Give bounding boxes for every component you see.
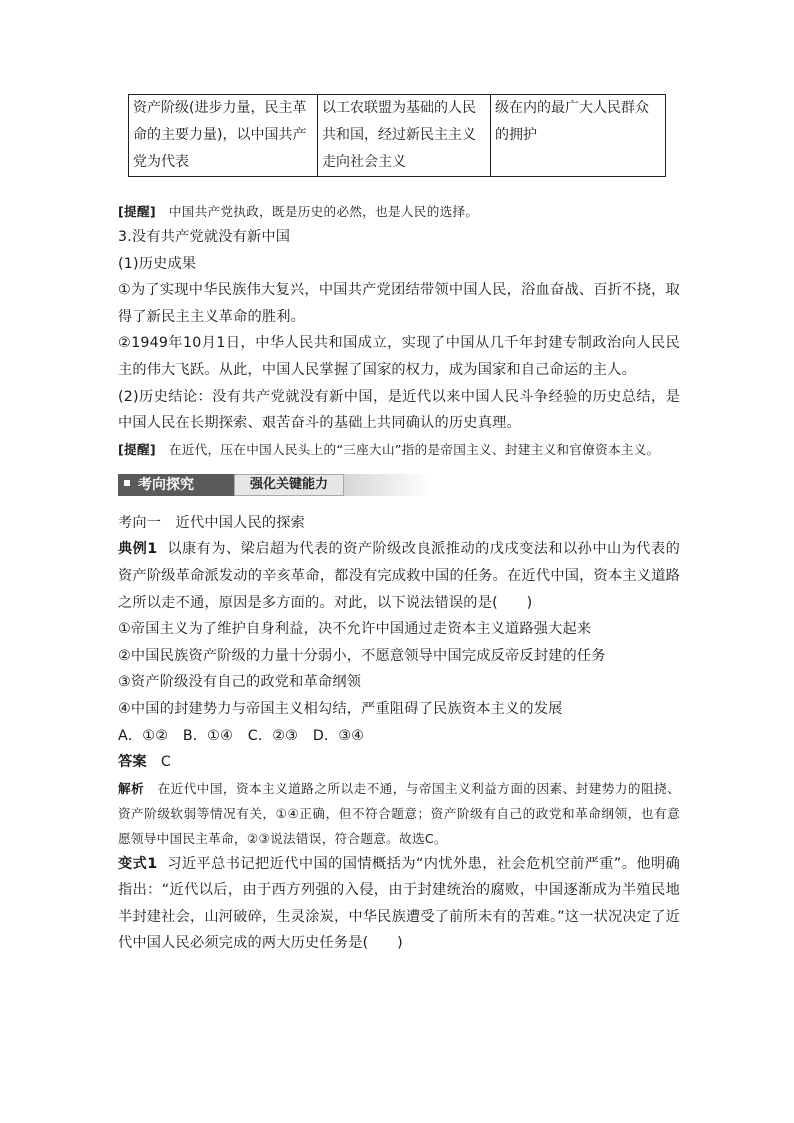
main-content [118,199,680,957]
analysis [118,776,680,851]
table-cell: 级在内的最广大人民群众的拥护 [491,95,666,177]
table-cell: 以工农联盟为基础的人民共和国，经过新民主主义走向社会主义 [318,95,491,177]
example-stem: 以康有为、梁启超为代表的资产阶级改良派推动的戊戌变法和以孙中山为代表的资产阶级革命派发动的辛亥革命，都没有完成救中国的任务。在近代中国，资本主义道路之所以走不通，原因是多方面的。对此，以下说法错误的是( ) [118,541,680,611]
comparison-table-fragment [128,94,666,177]
variant-label: 变式1 [118,855,158,872]
statement: ④中国的封建势力与帝国主义相勾结，严重阻碍了民族资本主义的发展 [118,700,563,717]
tip-text: 在近代，压在中国人民头上的“三座大山”指的是帝国主义、封建主义和官僚资本主义。 [168,441,660,457]
statement: ③资产阶级没有自己的政党和革命纲领 [118,674,362,691]
banner-title: 考向探究 [138,476,194,493]
banner-dark-block [118,474,234,496]
square-bullet-icon [124,480,130,486]
list-item: ①为了实现中华民族伟大复兴，中国共产党团结带领中国人民，浴血奋战、百折不挠，取得了新民主主义革命的胜利。 [118,282,680,325]
statement: ①帝国主义为了维护自身利益，决不允许中国通过走资本主义道路强大起来 [118,621,592,638]
direction-title: 考向一 近代中国人民的探索 [118,514,306,531]
tip-label: [提醒] [118,441,156,457]
table-row [129,95,666,177]
option-a: A．①② [118,727,169,744]
banner-subtitle: 强化关键能力 [234,474,344,496]
answer-options [118,723,680,750]
comparison-table [128,94,666,177]
subheading: (2)历史结论：没有共产党就没有新中国，是近代以来中国人民斗争经验的历史总结，是中国人民在长期探索、艰苦奋斗的基础上共同确认的历史真理。 [118,388,680,432]
list-item: ②1949年10月1日，中华人民共和国成立，实现了中国从几千年封建专制政治向人民民主的伟大飞跃。从此，中国人民掌握了国家的权力，成为国家和自己命运的主人。 [118,335,680,378]
banner-fade-decoration [344,474,432,496]
section-heading: 3.没有共产党就没有新中国 [118,229,291,245]
tip-note [118,437,680,462]
example-label: 典例1 [118,541,158,558]
answer-value: C [160,754,172,771]
variant-question [118,851,680,957]
option-c: C．②③ [247,727,299,744]
analysis-label: 解析 [118,780,145,796]
tip-label: [提醒] [118,204,156,219]
answer-label: 答案 [118,754,147,771]
answer-line [118,749,680,776]
analysis-text: 在近代中国，资本主义道路之所以走不通，与帝国主义利益方面的因素、封建势力的阻挠、资产阶级软弱等情况有关，①④正确，但不符合题意；资产阶级有自己的政党和革命纲领，也有意愿领导中国民主革命，②③说法错误，符合题意。故选C。 [118,780,681,846]
section-banner [118,474,432,496]
option-d: D．③④ [312,727,365,744]
option-b: B．①④ [182,727,234,744]
variant-stem: 习近平总书记把近代中国的国情概括为“内忧外患，社会危机空前严重”。他明确指出：“近代以后，由于西方列强的入侵，由于封建统治的腐败，中国逐渐成为半殖民地半封建社会，山河破碎，生灵涂炭，中华民族遭受了前所未有的苦难。”这一状况决定了近代中国人民必须完成的两大历史任务是( ) [118,855,680,952]
subheading: (1)历史成果 [118,255,197,272]
tip-text: 中国共产党执政，既是历史的必然，也是人民的选择。 [168,204,479,219]
table-cell: 资产阶级(进步力量，民主革命的主要力量)，以中国共产党为代表 [129,95,318,177]
example-question [118,536,680,616]
statement: ②中国民族资产阶级的力量十分弱小，不愿意领导中国完成反帝反封建的任务 [118,647,606,664]
tip-note [118,199,680,224]
